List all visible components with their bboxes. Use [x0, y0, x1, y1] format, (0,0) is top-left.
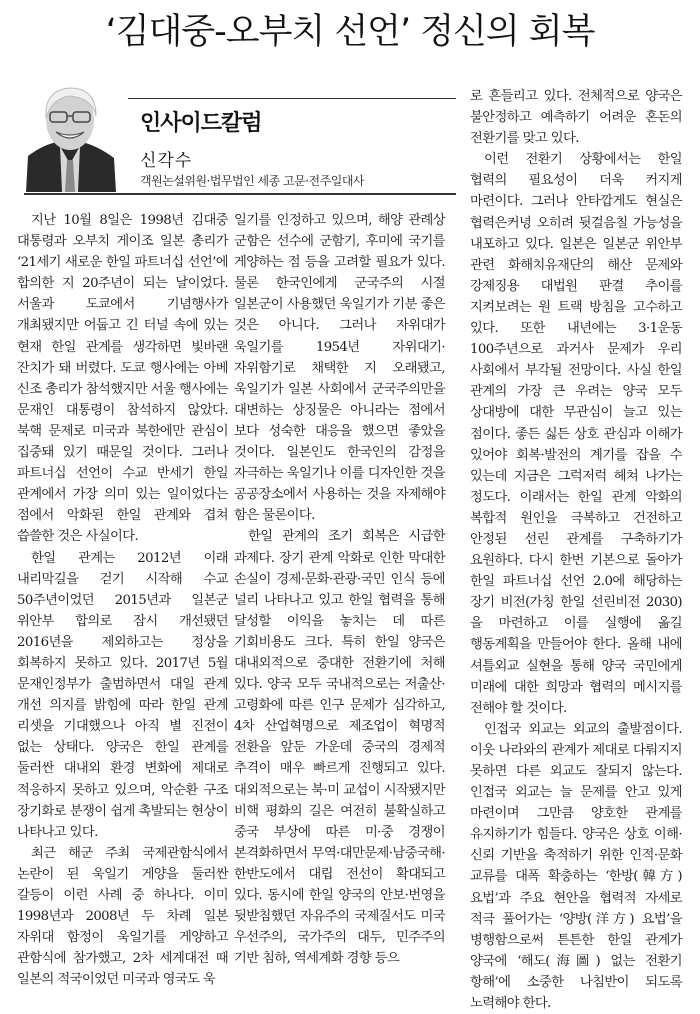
article-column-1 [17, 210, 228, 990]
paragraph: 로 흔들리고 있다. 전체적으로 양국은 불안정하고 예측하기 어려운 혼돈의 전환기를 맞고 있다. [470, 89, 682, 147]
author-title: 객원논설위원·법무법인 세종 고문·전주일대사 [140, 174, 365, 188]
author-portrait-icon [24, 80, 116, 192]
article-column-3 [470, 86, 682, 1014]
paragraph: 최근 해군 주최 국제관함식에서 논란이 된 욱일기 게양을 둘러싼 갈등이 이런 사례 중 하나다. 이미 1998년과 2008년 두 차례 일본 자위대 함정이 욱일기를 게양하고 관함식에 참가했고, 2차 세계대전 때 일본의 적국이었던 미국과 영국도 욱 [17, 845, 228, 988]
author-photo [24, 80, 116, 192]
paragraph: 인접국 외교는 외교의 출발점이다. 이웃 나라와의 관계가 제대로 다뤄지지 못하면 다른 외교도 잘되지 않는다. 인접국 외교는 늘 문제를 안고 있게 마련이며 그만큼 양호한 관계를 유지하기가 힘들다. 양국은 상호 이해·신뢰 기반을 축적하기 위한 인적·문화 교류를 대폭 확충하는 ‘한방(韓方) 요법’과 주요 현안을 협력적 자세로 적극 풀어가는 ‘양방(洋方) 요법’을 병행함으로써 튼튼한 한일 관계가 양국에 ‘해도(海圖) 없는 전환기 항해’에 소중한 나침반이 되도록 노력해야 한다. [470, 721, 682, 1012]
column-label: 인사이드칼럼 [140, 111, 262, 136]
article-headline: ‘김대중-오부치 선언’ 정신의 회복 [105, 12, 595, 52]
author-name: 신각수 [140, 151, 193, 171]
paragraph: 한일 관계의 조기 회복은 시급한 과제다. 장기 관계 악화로 인한 막대한 손실이 경제·문화·관광·국민 인식 등에 널리 나타나고 있고 한일 협력을 통해 달성할 이익을 놓치는 데 따른 기회비용도 크다. 특히 한일 양국은 대내외적으로 중대한 전환기에 처해 있다. 양국 모두 국내적으로는 저출산·고령화에 따른 인구 문제가 심각하고, 4차 산업혁명으로 제조업이 혁명적 전환을 앞둔 가운데 중국의 경제적 추격이 매우 빠르게 진행되고 있다. 대외적으로는 북·미 교섭이 시작됐지만 비핵 평화의 길은 여전히 불확실하고 중국 부상에 따른 미·중 경쟁이 본격화하면서 무역·대만문제·남중국해·한반도에서 대립 전선이 확대되고 있다. 동시에 한일 양국의 안보·번영을 뒷받침했던 자유주의 국제질서도 미국 우선주의, 국가주의 대두, 민주주의 기반 침하, 역세계화 경향 등으 [234, 529, 445, 967]
paragraph: 이런 전환기 상황에서는 한일 협력의 필요성이 더욱 커지게 마련이다. 그러나 안타깝게도 현실은 협력은커녕 오히려 뒷걸음칠 가능성을 내포하고 있다. 일본은 일본군 위안부 관련 화해치유재단의 해산 문제와 강제징용 대법원 판결 추이를 지켜보려는 원 트랙 방침을 고수하고 있다. 또한 내년에는 3·1운동 100주년으로 과거사 문제가 우리 사회에서 부각될 전망이다. 사실 한일 관계의 가장 큰 우려는 양국 모두 상대방에 대한 무관심이 늘고 있는 점이다. 좋든 싫든 상호 관심과 이해가 있어야 회복·발전의 계기를 잡을 수 있는데 지금은 그럭저럭 헤쳐 나가는 정도다. 이래서는 한일 관계 악화의 복합적 원인을 극복하고 건전하고 안정된 선린 관계를 구축하기가 요원하다. 다시 한번 기본으로 돌아가 한일 파트너십 선언 2.0에 해당하는 장기 비전(가칭 한일 선린비전 2030)을 마련하고 이를 실행에 옮길 행동계획을 만들어야 한다. 올해 내에 셔틀외교 실현을 통해 양국 국민에게 미래에 대한 희망과 협력의 메시지를 전해야 할 것이다. [470, 152, 682, 716]
column-byline [24, 80, 456, 192]
article-column-2 [234, 210, 445, 969]
paragraph: 지난 10월 8일은 1998년 김대중 대통령과 오부치 게이조 일본 총리가 ‘21세기 새로운 한일 파트너십 선언’에 합의한 지 20주년이 되는 날이었다. 서울과 도쿄에서 기념행사가 개최됐지만 어둡고 긴 터널 속에 있는 현재 한일 관계를 생각하면 빛바랜 잔치가 돼 버렸다. 도쿄 행사에는 아베 신조 총리가 참석했지만 서울 행사에는 문재인 대통령이 참석하지 않았다. 북핵 문제로 미국과 북한에만 관심이 집중돼 있기 때문일 것이다. 그러나 파트너십 선언이 수교 반세기 한일 관계에서 가장 의미 있는 일이었다는 점에서 악화된 한일 관계와 겹쳐 씁쓸한 것은 사실이다. [17, 213, 228, 545]
paragraph: 한일 관계는 2012년 이래 내리막길을 걷기 시작해 수교 50주년이었던 2015년과 일본군 위안부 합의로 잠시 개선됐던 2016년을 제외하고는 정상을 회복하지 못하고 있다. 2017년 5월 문재인정부가 출범하면서 대일 관계 개선 의지를 밝힘에 따라 한일 관계 리셋을 기대했으나 아직 별 진전이 없는 상태다. 양국은 한일 관계를 둘러싼 대내외 환경 변화에 제대로 적응하지 못하고 있으며, 악순환 구조 장기화로 분쟁이 쉽게 촉발되는 현상이 나타나고 있다. [17, 550, 228, 840]
divider-bottom [24, 193, 456, 195]
divider-top [128, 98, 456, 99]
paragraph: 일기를 인정하고 있으며, 해양 관례상 군함은 선수에 군함기, 후미에 국기를 게양하는 점 등을 고려할 필요가 있다. 물론 한국인에게 군국주의 시절 일본군이 사용했던 욱일기가 기분 좋은 것은 아니다. 그러나 자위대가 욱일기를 1954년 자위대기·자위함기로 채택한 지 오래됐고, 욱일기가 일본 사회에서 군국주의만을 대변하는 상징물은 아니라는 점에서 보다 성숙한 대응을 했으면 좋았을 것이다. 일본인도 한국인의 감정을 자극하는 욱일기나 이를 디자인한 것을 공공장소에서 사용하는 것을 자제해야 함은 물론이다. [234, 213, 445, 524]
